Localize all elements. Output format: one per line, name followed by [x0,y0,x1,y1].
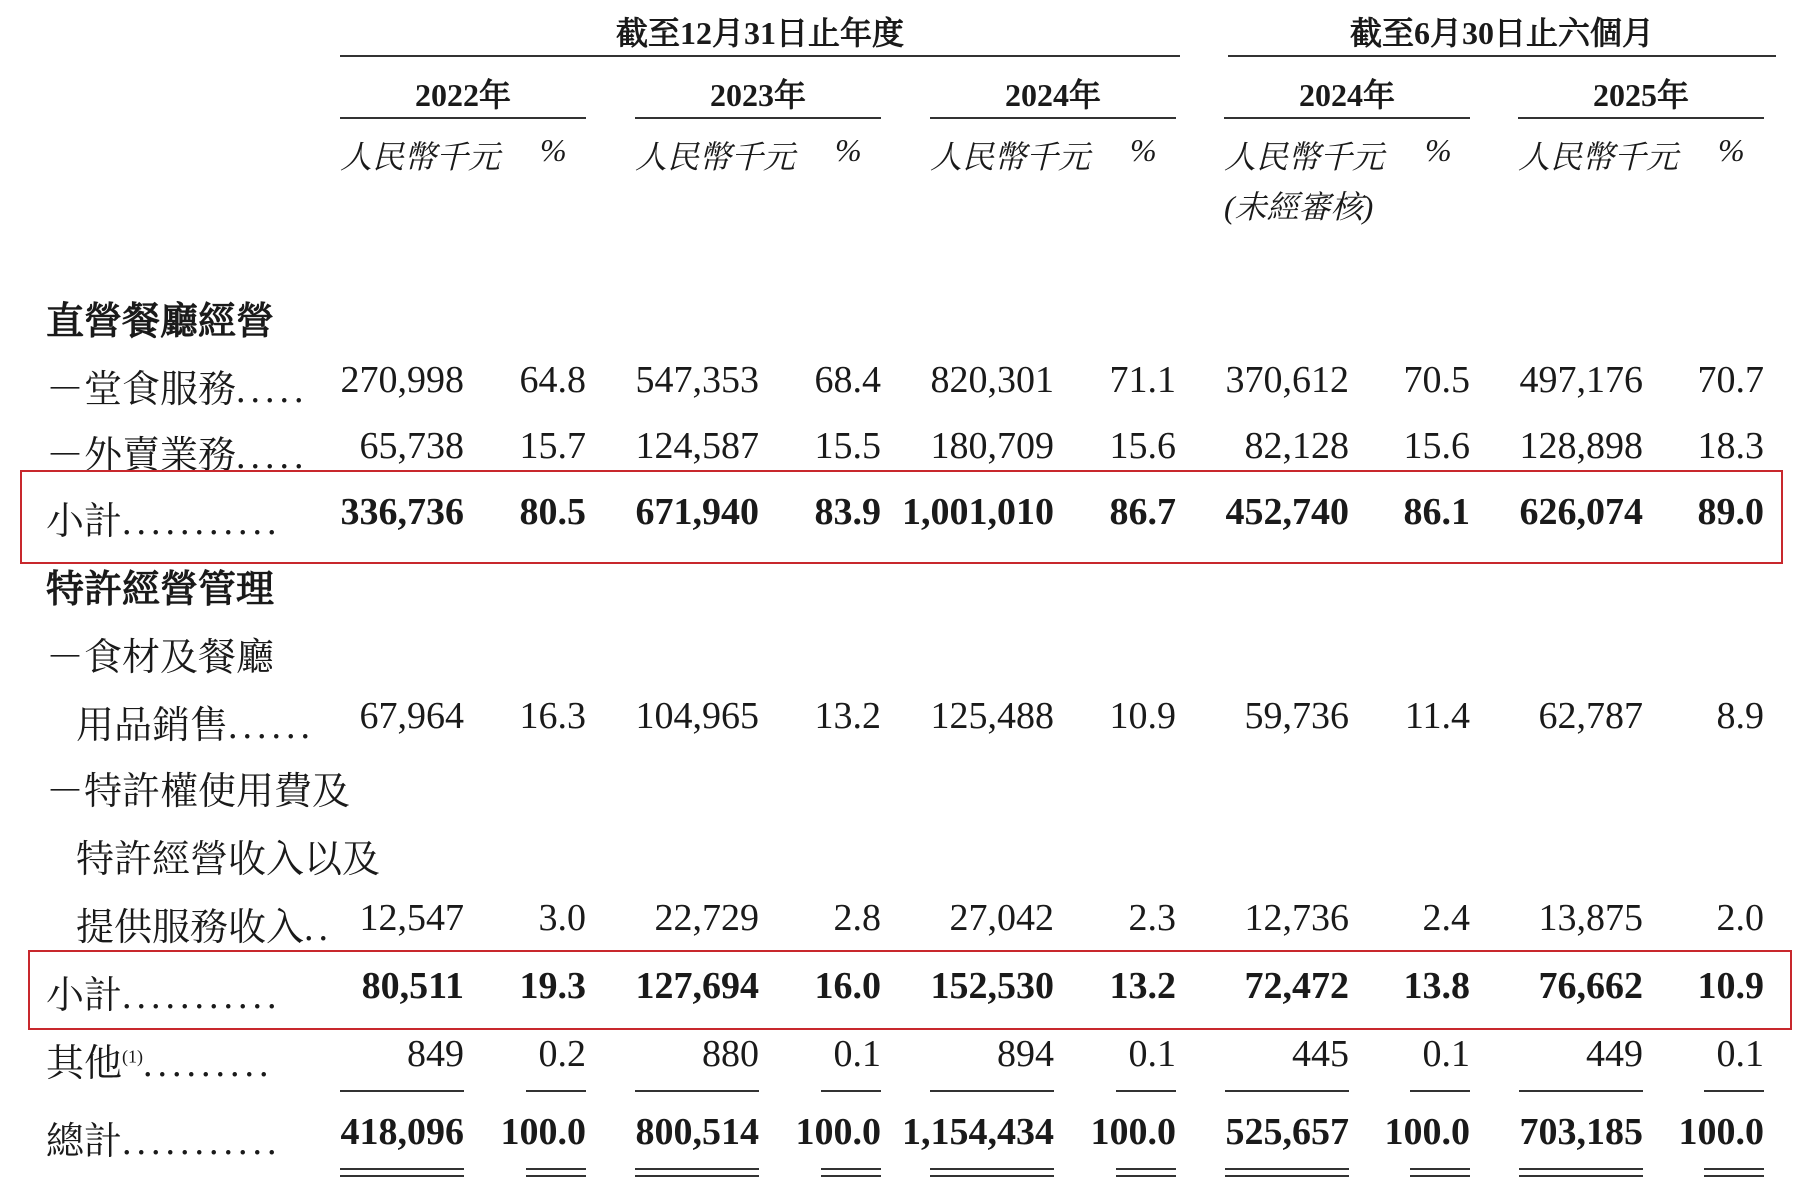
cell-percent: 100.0 [1384,1111,1470,1153]
cell-percent: 11.4 [1404,695,1470,737]
unaudited-note: (未經審核) [1224,189,1374,225]
cell-percent: 0.1 [833,1033,881,1075]
cell-percent: 0.1 [1716,1033,1764,1075]
cell-percent: 3.0 [538,897,586,939]
cell-amount: 27,042 [949,897,1054,939]
cell-percent: 100.0 [1090,1111,1176,1153]
rule-line [1116,1090,1176,1092]
rule-line [1704,1090,1764,1092]
year-header-2024-h1: 2024年 [1298,77,1395,113]
row-label-total [46,1110,282,1165]
cell-amount: 336,736 [340,491,464,533]
cell-amount: 820,301 [930,359,1054,401]
cell-amount: 800,514 [635,1111,759,1153]
cell-percent: 70.7 [1697,359,1764,401]
leader-dots: ..... [236,435,309,477]
unit-pct: % [1130,132,1157,168]
row-label-franchise-fees-line2: 特許經營收入以及 [76,839,381,881]
rule-line [526,1090,586,1092]
row-label-subtotal-franchise [46,964,282,1019]
cell-amount: 449 [1586,1033,1643,1075]
cell-amount: 270,998 [340,359,464,401]
unit-rmb: 人民幣千元 [340,139,501,175]
unit-pct: % [540,132,567,168]
rule-line [821,1090,881,1092]
cell-amount: 62,787 [1538,695,1643,737]
rule-line [1410,1090,1470,1092]
cell-percent: 0.2 [538,1033,586,1075]
cell-percent: 68.4 [814,359,881,401]
cell-percent: 86.1 [1403,491,1470,533]
cell-percent: 2.8 [833,897,881,939]
cell-amount: 497,176 [1519,359,1643,401]
year-header-2024: 2024年 [1004,77,1101,113]
header-year-end: 截至12月31日止年度 [615,15,904,51]
rule-line [1116,1175,1176,1177]
section-direct-operations: 直營餐廳經營 [46,301,275,343]
cell-amount: 445 [1292,1033,1349,1075]
cell-percent: 86.7 [1109,491,1176,533]
cell-amount: 894 [997,1033,1054,1075]
rule-line [821,1175,881,1177]
unit-rmb: 人民幣千元 [635,139,796,175]
cell-percent: 10.9 [1697,965,1764,1007]
cell-percent: 71.1 [1109,359,1176,401]
cell-percent: 89.0 [1697,491,1764,533]
unit-pct: % [835,132,862,168]
cell-percent: 13.2 [814,695,881,737]
divider [1518,117,1764,119]
row-label-franchise-fees-line1: －特許權使用費及 [46,771,351,813]
cell-percent: 2.3 [1128,897,1176,939]
unit-rmb: 人民幣千元 [1224,139,1385,175]
rule-line [635,1175,759,1177]
rule-line [526,1168,586,1170]
unit-pct: % [1425,132,1452,168]
cell-amount: 76,662 [1538,965,1643,1007]
cell-percent: 10.9 [1109,695,1176,737]
divider [930,117,1176,119]
rule-line [340,1168,464,1170]
cell-percent: 15.5 [814,425,881,467]
cell-percent: 16.0 [814,965,881,1007]
cell-amount: 125,488 [930,695,1054,737]
row-label-dine-in [46,358,309,413]
cell-amount: 547,353 [635,359,759,401]
cell-amount: 880 [702,1033,759,1075]
year-header-2025-h1: 2025年 [1592,77,1689,113]
rule-line [1225,1175,1349,1177]
cell-amount: 124,587 [635,425,759,467]
cell-amount: 152,530 [930,965,1054,1007]
cell-percent: 100.0 [500,1111,586,1153]
cell-percent: 2.0 [1716,897,1764,939]
label-text: 總計 [46,1121,123,1163]
cell-amount: 22,729 [654,897,759,939]
leader-dots: ........... [122,1121,282,1163]
cell-percent: 19.3 [519,965,586,1007]
cell-amount: 671,940 [635,491,759,533]
label-text: 小計 [46,501,123,543]
cell-amount: 59,736 [1244,695,1349,737]
rule-line [930,1090,1054,1092]
year-header-2022: 2022年 [414,77,511,113]
cell-percent: 8.9 [1716,695,1764,737]
unit-pct: % [1718,132,1745,168]
cell-amount: 13,875 [1538,897,1643,939]
cell-percent: 16.3 [519,695,586,737]
cell-percent: 100.0 [1678,1111,1764,1153]
divider [340,55,1180,57]
cell-amount: 80,511 [361,965,464,1007]
rule-line [1519,1090,1643,1092]
divider [1224,117,1470,119]
cell-amount: 104,965 [635,695,759,737]
cell-percent: 15.6 [1403,425,1470,467]
row-label-others [46,1032,274,1087]
rule-line [930,1168,1054,1170]
cell-percent: 83.9 [814,491,881,533]
leader-dots: ........... [122,975,282,1017]
rule-line [340,1175,464,1177]
rule-line [1519,1175,1643,1177]
cell-percent: 15.6 [1109,425,1176,467]
rule-line [1519,1168,1643,1170]
leader-dots: ...... [228,705,316,747]
leader-dots: ......... [143,1043,274,1085]
cell-amount: 180,709 [930,425,1054,467]
rule-line [526,1175,586,1177]
cell-percent: 80.5 [519,491,586,533]
label-text: 小計 [46,975,123,1017]
leader-dots: ..... [236,369,309,411]
row-label-subtotal-direct [46,490,282,545]
cell-percent: 0.1 [1128,1033,1176,1075]
cell-percent: 0.1 [1422,1033,1470,1075]
rule-line [1704,1168,1764,1170]
leader-dots: .. [304,907,334,949]
cell-percent: 13.2 [1109,965,1176,1007]
cell-percent: 18.3 [1697,425,1764,467]
cell-percent: 100.0 [795,1111,881,1153]
label-text: 提供服務收入 [76,907,305,949]
rule-line [1225,1168,1349,1170]
header-six-months: 截至6月30日止六個月 [1349,15,1654,51]
cell-percent: 13.8 [1403,965,1470,1007]
cell-amount: 12,736 [1244,897,1349,939]
cell-percent: 64.8 [519,359,586,401]
unit-rmb: 人民幣千元 [930,139,1091,175]
cell-amount: 127,694 [635,965,759,1007]
cell-amount: 703,185 [1519,1111,1643,1153]
rule-line [930,1175,1054,1177]
rule-line [821,1168,881,1170]
rule-line [1410,1175,1470,1177]
cell-percent: 70.5 [1403,359,1470,401]
cell-amount: 370,612 [1225,359,1349,401]
label-text: －堂食服務 [46,369,237,411]
rule-line [635,1090,759,1092]
label-text: －外賣業務 [46,435,237,477]
cell-amount: 72,472 [1244,965,1349,1007]
divider [1228,55,1776,57]
cell-amount: 82,128 [1244,425,1349,467]
footnote-marker: (1) [122,1046,144,1067]
label-text: 用品銷售 [76,705,229,747]
rule-line [1410,1168,1470,1170]
divider [340,117,586,119]
cell-amount: 65,738 [359,425,464,467]
cell-amount: 525,657 [1225,1111,1349,1153]
cell-amount: 1,154,434 [902,1111,1054,1153]
cell-amount: 626,074 [1519,491,1643,533]
unit-rmb: 人民幣千元 [1518,139,1679,175]
leader-dots: ........... [122,501,282,543]
cell-percent: 2.4 [1422,897,1470,939]
cell-amount: 67,964 [359,695,464,737]
rule-line [1704,1175,1764,1177]
rule-line [635,1168,759,1170]
section-franchise: 特許經營管理 [46,569,275,611]
row-label-food-supplies-line1: －食材及餐廳 [46,637,275,679]
cell-amount: 12,547 [359,897,464,939]
rule-line [1116,1168,1176,1170]
cell-percent: 15.7 [519,425,586,467]
rule-line [1225,1090,1349,1092]
rule-line [340,1090,464,1092]
cell-amount: 452,740 [1225,491,1349,533]
divider [635,117,881,119]
cell-amount: 849 [407,1033,464,1075]
cell-amount: 128,898 [1519,425,1643,467]
label-text: 其他 [46,1043,123,1085]
year-header-2023: 2023年 [709,77,806,113]
cell-amount: 1,001,010 [902,491,1054,533]
cell-amount: 418,096 [340,1111,464,1153]
